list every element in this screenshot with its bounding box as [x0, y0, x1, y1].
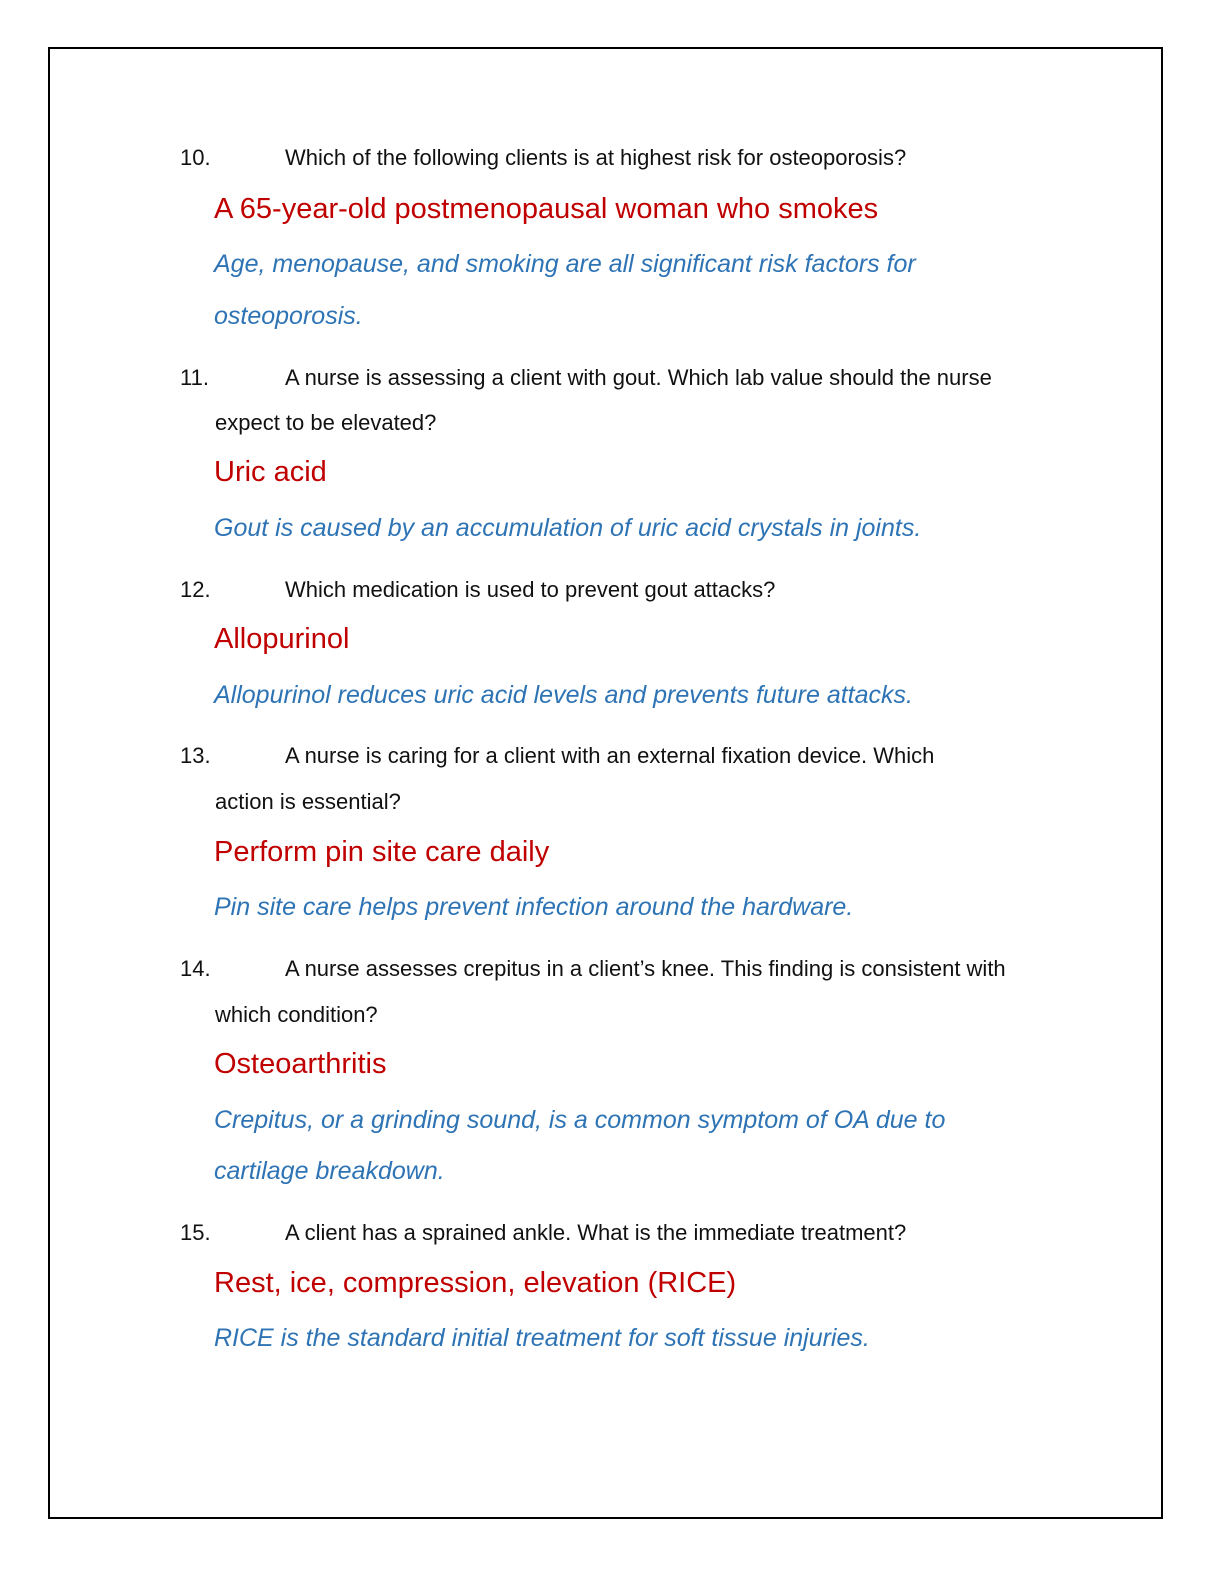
question-line: A nurse assesses crepitus in a client’s knee. This finding is consistent with: [285, 956, 1006, 981]
question-line: A nurse is caring for a client with an external fixation device. Which: [285, 743, 935, 768]
explanation-line: cartilage breakdown.: [214, 1157, 445, 1185]
question-text: [180, 956, 1006, 982]
question-line: A client has a sprained ankle. What is the immediate treatment?: [285, 1220, 907, 1245]
question-number: 15.: [180, 1220, 211, 1245]
question-line: action is essential?: [215, 789, 401, 814]
explanation-line: RICE is the standard initial treatment for soft tissue injuries.: [214, 1324, 870, 1352]
question-text: [180, 365, 992, 391]
answer-text: Uric acid: [214, 456, 327, 488]
question-number: 10.: [180, 145, 211, 170]
question-text: [180, 743, 934, 769]
answer-text: Osteoarthritis: [214, 1048, 387, 1080]
question-line: which condition?: [215, 1002, 378, 1027]
answer-text: Rest, ice, compression, elevation (RICE): [214, 1267, 737, 1299]
explanation-line: Allopurinol reduces uric acid levels and prevents future attacks.: [214, 681, 913, 709]
question-text: [180, 1220, 906, 1246]
question-number: 13.: [180, 743, 211, 768]
explanation-line: osteoporosis.: [214, 302, 363, 330]
answer-text: Perform pin site care daily: [214, 836, 550, 868]
question-line: A nurse is assessing a client with gout. Which lab value should the nurse: [285, 365, 992, 390]
question-line: Which medication is used to prevent gout attacks?: [285, 577, 776, 602]
question-number: 14.: [180, 956, 211, 981]
explanation-line: Age, menopause, and smoking are all significant risk factors for: [214, 250, 916, 278]
answer-text: Allopurinol: [214, 623, 350, 655]
answer-text: A 65-year-old postmenopausal woman who smokes: [214, 193, 879, 225]
question-line: expect to be elevated?: [215, 410, 437, 435]
question-text: [180, 145, 906, 171]
explanation-line: Pin site care helps prevent infection around the hardware.: [214, 893, 854, 921]
question-text: [180, 577, 775, 603]
question-number: 11.: [180, 365, 209, 390]
question-number: 12.: [180, 577, 211, 602]
explanation-line: Gout is caused by an accumulation of uric acid crystals in joints.: [214, 514, 922, 542]
question-line: Which of the following clients is at highest risk for osteoporosis?: [285, 145, 907, 170]
explanation-line: Crepitus, or a grinding sound, is a common symptom of OA due to: [214, 1106, 946, 1134]
